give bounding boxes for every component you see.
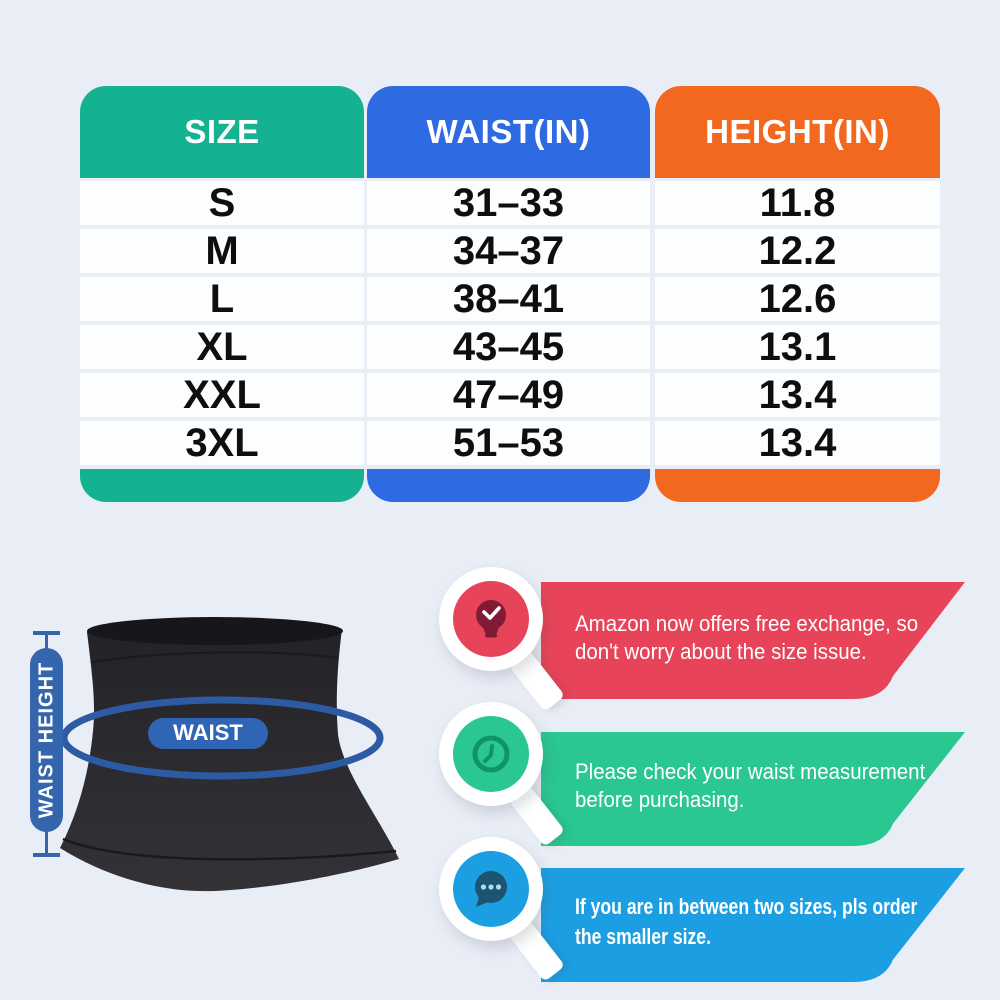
table-cell: 51–53	[367, 421, 650, 465]
table-cell: 31–33	[367, 181, 650, 225]
column-header-height: HEIGHT(IN)	[655, 86, 940, 178]
table-cell: 43–45	[367, 325, 650, 369]
table-column-height	[655, 86, 940, 502]
trainer-top-opening	[87, 617, 343, 645]
callout-free-exchange	[541, 582, 965, 699]
table-cell: 34–37	[367, 229, 650, 273]
table-cell: XXL	[80, 373, 364, 417]
table-cell: L	[80, 277, 364, 321]
table-cell: XL	[80, 325, 364, 369]
column-footer-size	[80, 469, 364, 502]
clock-icon	[453, 716, 529, 792]
table-cell: 38–41	[367, 277, 650, 321]
waist-label: WAIST	[173, 720, 243, 745]
callout-text-line: the smaller size.	[575, 924, 711, 949]
table-cell: M	[80, 229, 364, 273]
column-footer-height	[655, 469, 940, 502]
callout-text-line: Amazon now offers free exchange, so	[575, 610, 919, 636]
table-cell: 3XL	[80, 421, 364, 465]
callout-text-line: If you are in between two sizes, pls order	[575, 894, 918, 919]
callout-between-sizes	[541, 868, 965, 982]
table-cell: 13.1	[655, 325, 940, 369]
waist-trainer-diagram	[15, 598, 420, 898]
column-footer-waist	[367, 469, 650, 502]
callout-check-measurement	[541, 732, 965, 846]
table-cell: 12.2	[655, 229, 940, 273]
chat-dots-icon	[453, 851, 529, 927]
callout-text-line: don't worry about the size issue.	[575, 638, 867, 664]
table-cell: 12.6	[655, 277, 940, 321]
lightbulb-check-icon	[453, 581, 529, 657]
table-cell: 47–49	[367, 373, 650, 417]
table-cell: 13.4	[655, 421, 940, 465]
table-column-waist	[367, 86, 650, 502]
table-cell: 13.4	[655, 373, 940, 417]
column-header-waist: WAIST(IN)	[367, 86, 650, 178]
table-column-size	[80, 86, 364, 502]
callout-text-line: before purchasing.	[575, 787, 745, 812]
callout-text-line: Please check your waist measurement	[575, 759, 926, 784]
table-cell: 11.8	[655, 181, 940, 225]
waist-height-label: WAIST HEIGHT	[35, 661, 58, 819]
column-header-size: SIZE	[80, 86, 364, 178]
table-cell: S	[80, 181, 364, 225]
